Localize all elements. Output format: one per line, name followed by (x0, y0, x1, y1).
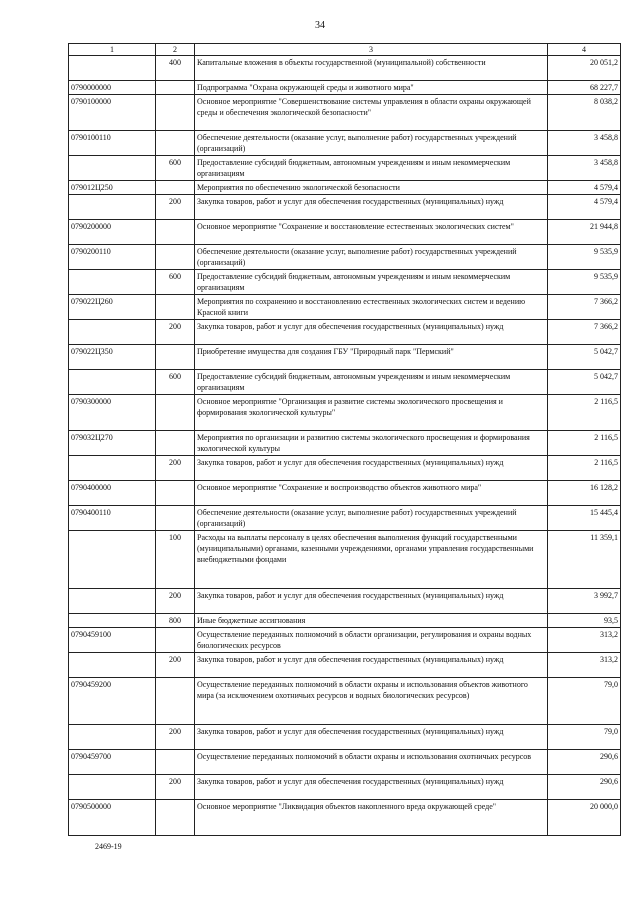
header-col-3: 3 (195, 44, 548, 56)
table-row (69, 506, 621, 531)
cell-expense-type: 200 (156, 195, 195, 220)
cell-amount: 20 000,0 (548, 800, 621, 836)
cell-expense-type (156, 678, 195, 725)
cell-code (69, 775, 156, 800)
cell-description: Предоставление субсидий бюджетным, автономным учреждениям и иным некоммерческим организациям (195, 370, 548, 395)
cell-description: Закупка товаров, работ и услуг для обеспечения государственных (муниципальных) нужд (195, 456, 548, 481)
cell-description: Основное мероприятие "Сохранение и воспроизводство объектов животного мира" (195, 481, 548, 506)
cell-amount: 8 038,2 (548, 95, 621, 131)
cell-expense-type: 200 (156, 320, 195, 345)
cell-code: 0790200110 (69, 245, 156, 270)
cell-description: Подпрограмма "Охрана окружающей среды и животного мира" (195, 81, 548, 95)
cell-description: Основное мероприятие "Совершенствование системы управления в области охраны окружающей среды и обеспечения экологической безопасности" (195, 95, 548, 131)
cell-description: Мероприятия по организации и развитию системы экологического просвещения и формирования экологической культуры (195, 431, 548, 456)
cell-expense-type: 200 (156, 589, 195, 614)
cell-amount: 9 535,9 (548, 245, 621, 270)
table-row (69, 800, 621, 836)
table-row (69, 245, 621, 270)
cell-amount: 5 042,7 (548, 345, 621, 370)
cell-expense-type: 100 (156, 531, 195, 589)
cell-code (69, 653, 156, 678)
table-row (69, 95, 621, 131)
cell-code (69, 56, 156, 81)
cell-code: 0790459200 (69, 678, 156, 725)
cell-code: 0790100110 (69, 131, 156, 156)
cell-code (69, 370, 156, 395)
cell-code: 0790459700 (69, 750, 156, 775)
table-row (69, 131, 621, 156)
cell-amount: 79,0 (548, 725, 621, 750)
cell-amount: 7 366,2 (548, 320, 621, 345)
cell-description: Мероприятия по сохранению и восстановлению естественных экологических систем и ведению Красной книги (195, 295, 548, 320)
table-header-row (69, 44, 621, 56)
cell-description: Капитальные вложения в объекты государственной (муниципальной) собственности (195, 56, 548, 81)
cell-expense-type (156, 395, 195, 431)
document-code: 2469-19 (95, 842, 122, 851)
table-row (69, 156, 621, 181)
cell-expense-type (156, 95, 195, 131)
cell-code: 0790100000 (69, 95, 156, 131)
table-row (69, 678, 621, 725)
cell-code: 079022Ц350 (69, 345, 156, 370)
cell-expense-type (156, 220, 195, 245)
cell-description: Обеспечение деятельности (оказание услуг, выполнение работ) государственных учреждений (организаций) (195, 506, 548, 531)
cell-expense-type: 600 (156, 156, 195, 181)
table-row (69, 370, 621, 395)
header-col-2: 2 (156, 44, 195, 56)
table-row (69, 81, 621, 95)
cell-expense-type: 800 (156, 614, 195, 628)
cell-amount: 7 366,2 (548, 295, 621, 320)
cell-amount: 3 992,7 (548, 589, 621, 614)
cell-amount: 3 458,8 (548, 156, 621, 181)
cell-code: 079032Ц270 (69, 431, 156, 456)
cell-amount: 3 458,8 (548, 131, 621, 156)
cell-description: Иные бюджетные ассигнования (195, 614, 548, 628)
cell-amount: 5 042,7 (548, 370, 621, 395)
table-row (69, 56, 621, 81)
cell-expense-type (156, 131, 195, 156)
cell-expense-type (156, 345, 195, 370)
budget-table (68, 43, 621, 836)
table-row (69, 345, 621, 370)
cell-code (69, 725, 156, 750)
cell-description: Мероприятия по обеспечению экологической безопасности (195, 181, 548, 195)
table-row (69, 653, 621, 678)
table-row (69, 220, 621, 245)
cell-amount: 290,6 (548, 775, 621, 800)
cell-code: 0790400110 (69, 506, 156, 531)
cell-expense-type (156, 628, 195, 653)
cell-amount: 290,6 (548, 750, 621, 775)
cell-description: Расходы на выплаты персоналу в целях обеспечения выполнения функций государственными (муниципальными) органами, казенными учреждениями, органами управления государственными внебюджетными фондами (195, 531, 548, 589)
cell-amount: 20 051,2 (548, 56, 621, 81)
cell-code: 079012Ц250 (69, 181, 156, 195)
table-row (69, 589, 621, 614)
page-number: 34 (315, 20, 325, 31)
cell-amount: 93,5 (548, 614, 621, 628)
table-row (69, 431, 621, 456)
table-row (69, 270, 621, 295)
cell-expense-type (156, 295, 195, 320)
cell-amount: 15 445,4 (548, 506, 621, 531)
cell-amount: 2 116,5 (548, 395, 621, 431)
cell-expense-type (156, 481, 195, 506)
cell-code (69, 270, 156, 295)
cell-description: Осуществление переданных полномочий в области охраны и использования охотничьих ресурсов (195, 750, 548, 775)
table-row (69, 531, 621, 589)
cell-amount: 4 579,4 (548, 181, 621, 195)
cell-expense-type (156, 81, 195, 95)
cell-expense-type: 600 (156, 370, 195, 395)
table-row (69, 725, 621, 750)
cell-amount: 79,0 (548, 678, 621, 725)
table-row (69, 395, 621, 431)
cell-code (69, 320, 156, 345)
table-row (69, 614, 621, 628)
cell-description: Основное мероприятие "Сохранение и восстановление естественных экологических систем" (195, 220, 548, 245)
cell-expense-type: 200 (156, 775, 195, 800)
cell-code (69, 531, 156, 589)
cell-expense-type: 600 (156, 270, 195, 295)
cell-description: Закупка товаров, работ и услуг для обеспечения государственных (муниципальных) нужд (195, 653, 548, 678)
cell-expense-type: 200 (156, 653, 195, 678)
cell-amount: 313,2 (548, 653, 621, 678)
table-row (69, 456, 621, 481)
cell-description: Предоставление субсидий бюджетным, автономным учреждениям и иным некоммерческим организациям (195, 156, 548, 181)
cell-amount: 21 944,8 (548, 220, 621, 245)
cell-description: Осуществление переданных полномочий в области охраны и использования объектов животного мира (за исключением охотничьих ресурсов и водных биологических ресурсов) (195, 678, 548, 725)
cell-amount: 2 116,5 (548, 456, 621, 481)
cell-amount: 4 579,4 (548, 195, 621, 220)
cell-expense-type (156, 181, 195, 195)
cell-code: 0790400000 (69, 481, 156, 506)
cell-amount: 2 116,5 (548, 431, 621, 456)
table-row (69, 628, 621, 653)
cell-expense-type (156, 431, 195, 456)
cell-code (69, 589, 156, 614)
cell-code: 0790459100 (69, 628, 156, 653)
cell-description: Закупка товаров, работ и услуг для обеспечения государственных (муниципальных) нужд (195, 725, 548, 750)
cell-expense-type (156, 750, 195, 775)
cell-description: Приобретение имущества для создания ГБУ "Природный парк "Пермский" (195, 345, 548, 370)
cell-description: Основное мероприятие "Ликвидация объектов накопленного вреда окружающей среде" (195, 800, 548, 836)
cell-expense-type (156, 245, 195, 270)
cell-description: Основное мероприятие "Организация и развитие системы экологического просвещения и формирования экологической культуры" (195, 395, 548, 431)
cell-description: Осуществление переданных полномочий в области организации, регулирования и охраны водных биологических ресурсов (195, 628, 548, 653)
cell-code (69, 156, 156, 181)
cell-expense-type (156, 800, 195, 836)
table-row (69, 775, 621, 800)
cell-expense-type (156, 506, 195, 531)
cell-description: Обеспечение деятельности (оказание услуг, выполнение работ) государственных учреждений (организаций) (195, 245, 548, 270)
cell-description: Предоставление субсидий бюджетным, автономным учреждениям и иным некоммерческим организациям (195, 270, 548, 295)
cell-code: 0790500000 (69, 800, 156, 836)
cell-description: Закупка товаров, работ и услуг для обеспечения государственных (муниципальных) нужд (195, 320, 548, 345)
cell-expense-type: 200 (156, 456, 195, 481)
table-row (69, 195, 621, 220)
cell-description: Обеспечение деятельности (оказание услуг, выполнение работ) государственных учреждений (организаций) (195, 131, 548, 156)
cell-amount: 11 359,1 (548, 531, 621, 589)
cell-amount: 16 128,2 (548, 481, 621, 506)
cell-code: 0790300000 (69, 395, 156, 431)
cell-description: Закупка товаров, работ и услуг для обеспечения государственных (муниципальных) нужд (195, 195, 548, 220)
cell-code: 079022Ц260 (69, 295, 156, 320)
table-row (69, 750, 621, 775)
header-col-1: 1 (69, 44, 156, 56)
cell-code: 0790000000 (69, 81, 156, 95)
cell-description: Закупка товаров, работ и услуг для обеспечения государственных (муниципальных) нужд (195, 775, 548, 800)
cell-expense-type: 200 (156, 725, 195, 750)
cell-description: Закупка товаров, работ и услуг для обеспечения государственных (муниципальных) нужд (195, 589, 548, 614)
cell-code (69, 614, 156, 628)
table-row (69, 320, 621, 345)
cell-amount: 313,2 (548, 628, 621, 653)
cell-code (69, 456, 156, 481)
table-row (69, 295, 621, 320)
table-row (69, 481, 621, 506)
cell-code: 0790200000 (69, 220, 156, 245)
cell-code (69, 195, 156, 220)
header-col-4: 4 (548, 44, 621, 56)
table-row (69, 181, 621, 195)
cell-expense-type: 400 (156, 56, 195, 81)
cell-amount: 9 535,9 (548, 270, 621, 295)
cell-amount: 68 227,7 (548, 81, 621, 95)
